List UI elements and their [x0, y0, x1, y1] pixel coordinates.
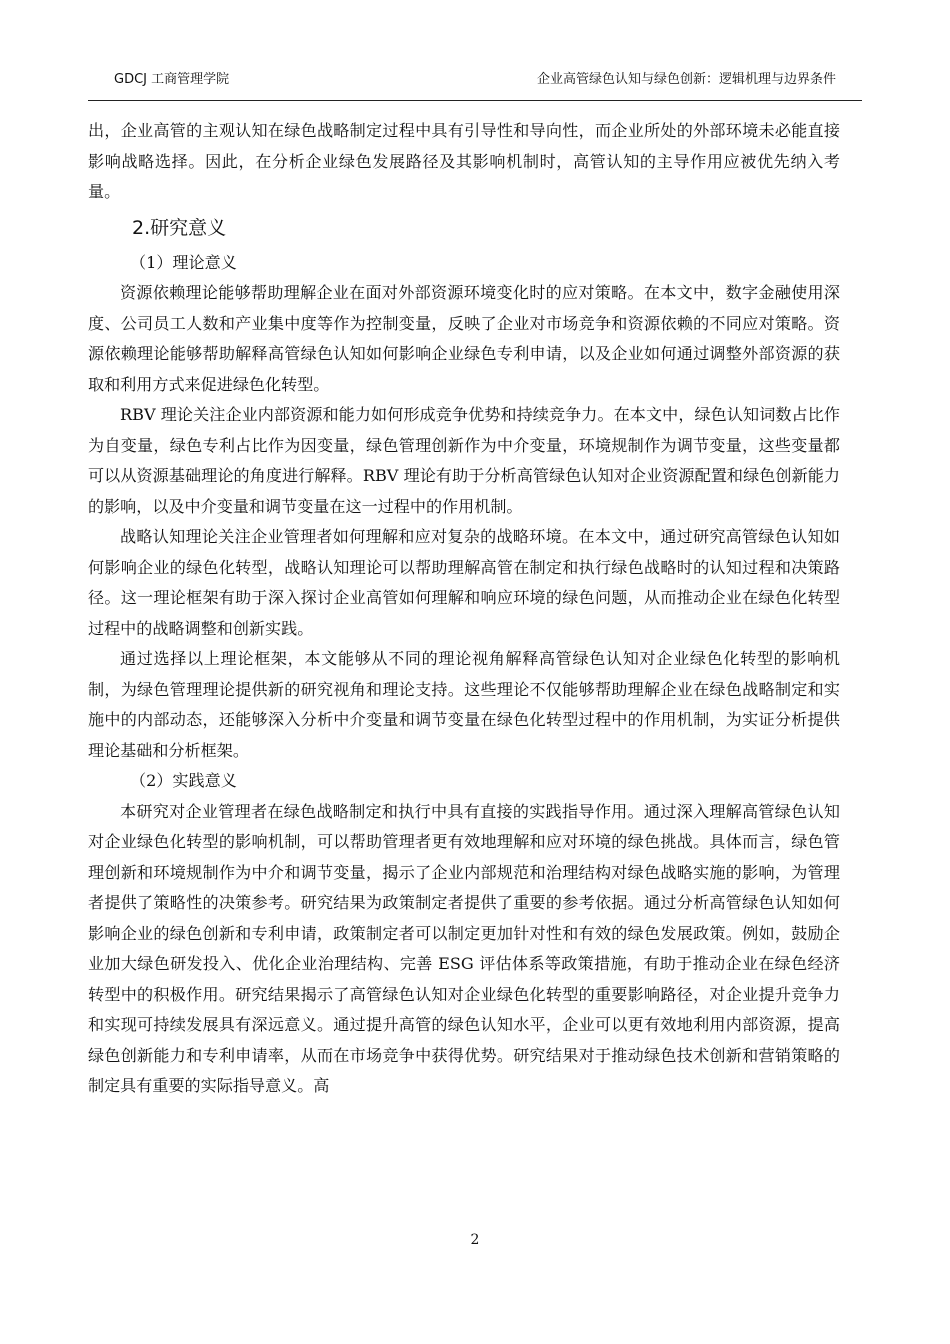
paragraph-continued: 出，企业高管的主观认知在绿色战略制定过程中具有引导性和导向性，而企业所处的外部环境未必能直接影响战略选择。因此，在分析企业绿色发展路径及其影响机制时，高管认知的主导作用应被优先纳入考量。	[88, 121, 840, 201]
page-header	[88, 62, 862, 101]
subheading-practice: （2）实践意义	[130, 771, 237, 790]
header-title: 企业高管绿色认知与绿色创新：逻辑机理与边界条件	[536, 72, 836, 87]
paragraph-resource-dependence: 资源依赖理论能够帮助理解企业在面对外部资源环境变化时的应对策略。在本文中，数字金融使用深度、公司员工人数和产业集中度等作为控制变量，反映了企业对市场竞争和资源依赖的不同应对策略。资源依赖理论能够帮助解释高管绿色认知如何影响企业绿色专利申请，以及企业如何通过调整外部资源的获取和利用方式来促进绿色化转型。	[88, 283, 840, 394]
paragraph-rbv: RBV 理论关注企业内部资源和能力如何形成竞争优势和持续竞争力。在本文中，绿色认知词数占比作为自变量，绿色专利占比作为因变量，绿色管理创新作为中介变量，环境规制作为调节变量，这些变量都可以从资源基础理论的角度进行解释。RBV 理论有助于分析高管绿色认知对企业资源配置和绿色创新能力的影响，以及中介变量和调节变量在这一过程中的作用机制。	[88, 405, 840, 516]
paragraph-strategic-cognition: 战略认知理论关注企业管理者如何理解和应对复杂的战略环境。在本文中，通过研究高管绿色认知如何影响企业的绿色化转型，战略认知理论可以帮助理解高管在制定和执行绿色战略时的认知过程和决策路径。这一理论框架有助于深入探讨企业高管如何理解和响应环境的绿色问题，从而推动企业在绿色化转型过程中的战略调整和创新实践。	[88, 527, 840, 638]
paragraph-practical-significance: 本研究对企业管理者在绿色战略制定和执行中具有直接的实践指导作用。通过深入理解高管绿色认知对企业绿色化转型的影响机制，可以帮助管理者更有效地理解和应对环境的绿色挑战。具体而言，绿色管理创新和环境规制作为中介和调节变量，揭示了企业内部规范和治理结构对绿色战略实施的影响，为管理者提供了策略性的决策参考。研究结果为政策制定者提供了重要的参考依据。通过分析高管绿色认知如何影响企业的绿色创新和专利申请，政策制定者可以制定更加针对性和有效的绿色发展政策。例如，鼓励企业加大绿色研发投入、优化企业治理结构、完善 ESG 评估体系等政策措施，有助于推动企业在绿色经济转型中的积极作用。研究结果揭示了高管绿色认知对企业绿色化转型的重要影响路径，对企业提升竞争力和实现可持续发展具有深远意义。通过提升高管的绿色认知水平，企业可以更有效地利用内部资源，提高绿色创新能力和专利申请率，从而在市场竞争中获得优势。研究结果对于推动绿色技术创新和营销策略的制定具有重要的实际指导意义。高	[88, 801, 840, 1095]
paragraph-framework-summary: 通过选择以上理论框架，本文能够从不同的理论视角解释高管绿色认知对企业绿色化转型的影响机制，为绿色管理理论提供新的研究视角和理论支持。这些理论不仅能够帮助理解企业在绿色战略制定和实施中的内部动态，还能够深入分析中介变量和调节变量在绿色化转型过程中的作用机制，为实证分析提供理论基础和分析框架。	[88, 649, 840, 760]
section-heading: 2.研究意义	[132, 216, 227, 239]
subheading-theory: （1）理论意义	[130, 252, 237, 272]
page-body	[88, 116, 840, 1102]
header-institution: GDCJ 工商管理学院	[114, 72, 230, 87]
page-number: 2	[470, 1232, 480, 1248]
